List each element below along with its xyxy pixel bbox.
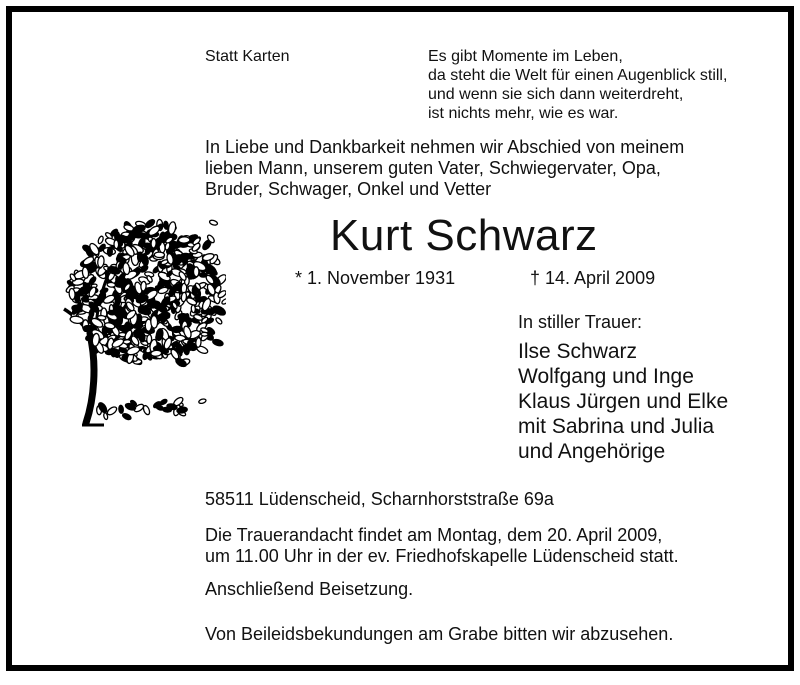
mourners-list bbox=[518, 339, 728, 464]
burial-note: Anschließend Beisetzung. bbox=[205, 579, 414, 599]
mourner-name: und Angehörige bbox=[518, 440, 666, 463]
intro-line: Bruder, Schwager, Onkel und Vetter bbox=[205, 179, 492, 199]
poem-line: ist nichts mehr, wie es war. bbox=[428, 105, 619, 122]
deceased-name: Kurt Schwarz bbox=[330, 211, 598, 260]
mourners-heading: In stiller Trauer: bbox=[518, 312, 643, 332]
poem-line: da steht die Welt für einen Augenblick still, bbox=[428, 67, 728, 84]
poem-line: Es gibt Momente im Leben, bbox=[428, 48, 623, 65]
intro-line: lieben Mann, unserem guten Vater, Schwiegervater, Opa, bbox=[205, 158, 661, 178]
intro-text bbox=[205, 137, 684, 200]
mourner-name: Wolfgang und Inge bbox=[518, 365, 694, 388]
mourner-name: Klaus Jürgen und Elke bbox=[518, 390, 729, 413]
windblown-tree-icon bbox=[34, 205, 226, 427]
address: 58511 Lüdenscheid, Scharnhorststraße 69a bbox=[205, 489, 554, 509]
service-line: um 11.00 Uhr in der ev. Friedhofskapelle Lüdenscheid statt. bbox=[205, 546, 679, 566]
poem bbox=[428, 47, 727, 123]
poem-line: und wenn sie sich dann weiterdreht, bbox=[428, 86, 684, 103]
mourner-name: mit Sabrina und Julia bbox=[518, 415, 715, 438]
intro-line: In Liebe und Dankbarkeit nehmen wir Abschied von meinem bbox=[205, 137, 685, 157]
service-line: Die Trauerandacht findet am Montag, dem 20. April 2009, bbox=[205, 525, 663, 545]
death-date: † 14. April 2009 bbox=[530, 268, 656, 288]
birth-date: * 1. November 1931 bbox=[295, 268, 456, 288]
condolence-request: Von Beileidsbekundungen am Grabe bitten wir abzusehen. bbox=[205, 624, 674, 644]
service-info bbox=[205, 525, 679, 567]
obituary-notice bbox=[6, 6, 794, 671]
statt-karten-label: Statt Karten bbox=[205, 48, 290, 65]
mourner-name: Ilse Schwarz bbox=[518, 340, 638, 363]
